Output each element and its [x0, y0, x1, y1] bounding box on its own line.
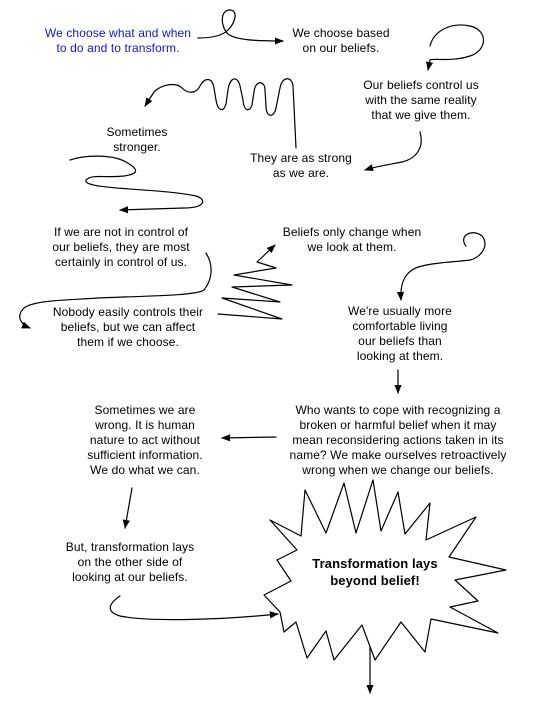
- node-sometimes-we-are-wrong: [70, 403, 220, 478]
- node-text-line: We choose what and when: [44, 26, 192, 40]
- arrow-10-to-11: [222, 437, 276, 438]
- node-text-line: on our beliefs.: [302, 41, 380, 55]
- node-text-line: nature to act without: [89, 433, 201, 447]
- node-text-line: that we give them.: [371, 108, 471, 122]
- arrow-5-to-6: [70, 156, 203, 210]
- node-text-line: wrong when we change our beliefs.: [302, 463, 494, 477]
- node-sometimes-stronger: [92, 125, 182, 155]
- arrow-8-to-7: [218, 245, 292, 319]
- node-we-choose-what-and-when: [32, 26, 204, 56]
- node-text-line: wrong. It is human: [95, 418, 195, 432]
- node-nobody-easily-controls: [38, 305, 218, 350]
- node-not-in-control: [36, 225, 206, 270]
- arrow-3-to-4: [365, 132, 421, 170]
- arrow-1-to-2: [198, 10, 283, 41]
- arrow-12-to-burst: [110, 596, 278, 620]
- node-text-line: looking at them.: [356, 349, 444, 363]
- node-text-line: Our beliefs control us: [363, 78, 479, 92]
- node-text-line: to do and to transform.: [56, 41, 180, 55]
- node-text-line: as we are.: [272, 166, 330, 180]
- node-text-line: Sometimes we are: [94, 403, 196, 417]
- node-beliefs-control-us: [346, 78, 496, 123]
- node-text-line: sufficient information.: [87, 448, 203, 462]
- node-as-strong-as-we-are: [236, 151, 366, 181]
- arrow-2-to-3: [428, 25, 484, 70]
- node-text-line: Beliefs only change when: [282, 225, 422, 239]
- node-text-line: They are as strong: [250, 151, 352, 165]
- node-text-line: mean reconsidering actions taken in its: [292, 433, 504, 447]
- node-text-line: We're usually more: [348, 304, 452, 318]
- node-who-wants-to-cope: [278, 403, 518, 478]
- node-text-line: them if we choose.: [77, 335, 179, 349]
- node-text-line: looking at our beliefs.: [72, 570, 188, 584]
- node-text-line: our beliefs than: [358, 334, 442, 348]
- burst-text-line: Transformation lays: [312, 556, 438, 571]
- node-text-line: Who wants to cope with recognizing a: [295, 403, 501, 417]
- node-text-line: But, transformation lays: [65, 540, 195, 554]
- node-text-line: Sometimes: [106, 125, 168, 139]
- burst-text-line: beyond belief!: [330, 573, 420, 588]
- node-text-line: Nobody easily controls their: [52, 305, 204, 319]
- node-text-line: If we are not in control of: [53, 225, 189, 239]
- node-but-transformation-lays: [50, 540, 210, 585]
- node-text-line: we look at them.: [307, 240, 397, 254]
- node-text-line: comfortable living: [352, 319, 448, 333]
- node-usually-more-comfortable: [330, 304, 470, 364]
- node-text-line: broken or harmful belief when it may: [299, 418, 497, 432]
- node-text-line: certainly in control of us.: [54, 255, 188, 269]
- node-text-line: on the other side of: [77, 555, 183, 569]
- node-text-line: name? We make ourselves retroactively: [289, 448, 507, 462]
- burst-transformation-beyond-belief: [300, 555, 450, 589]
- arrow-11-to-12: [125, 488, 132, 528]
- node-text-line: We choose based: [292, 26, 390, 40]
- node-text-line: We do what we can.: [90, 463, 200, 477]
- node-text-line: with the same reality: [365, 93, 477, 107]
- node-text-line: our beliefs, they are most: [52, 240, 190, 254]
- node-text-line: stronger.: [113, 140, 161, 154]
- node-text-line: beliefs, but we can affect: [60, 320, 196, 334]
- node-choose-based-on-beliefs: [276, 26, 406, 56]
- node-beliefs-only-change: [272, 225, 432, 255]
